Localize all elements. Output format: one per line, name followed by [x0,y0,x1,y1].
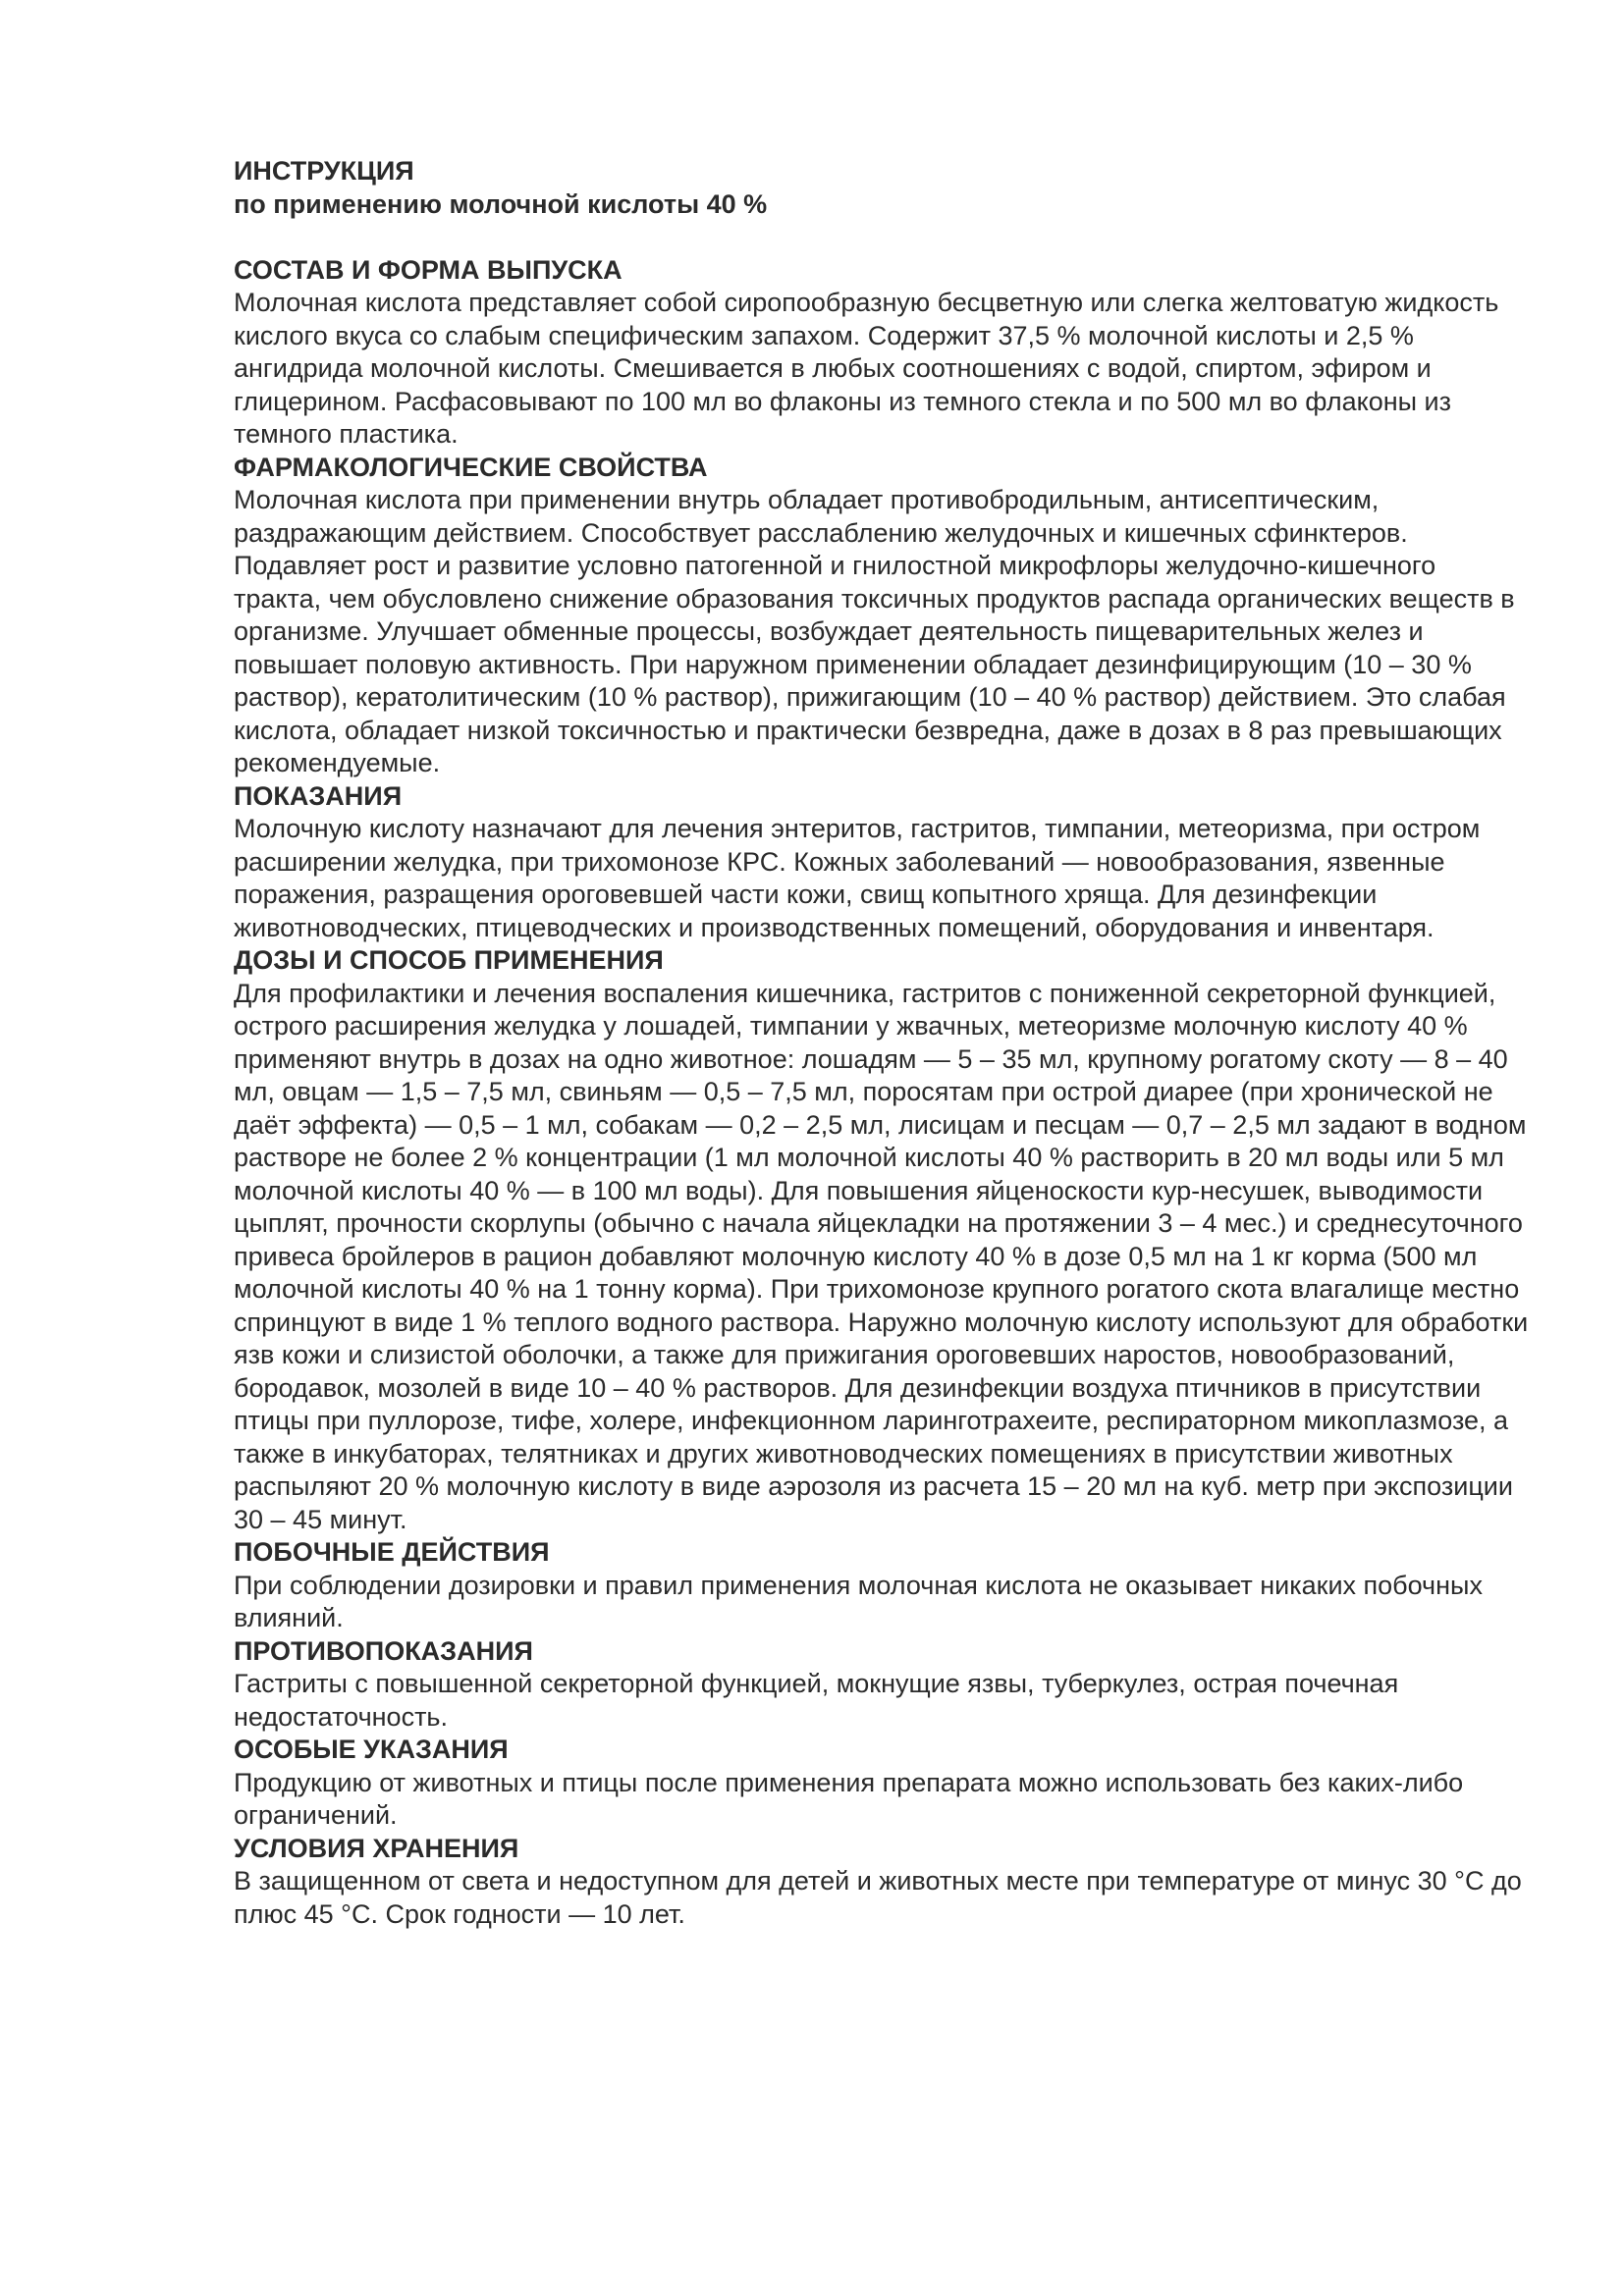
section-heading: ДОЗЫ И СПОСОБ ПРИМЕНЕНИЯ [234,945,664,975]
section-text: Молочная кислота при применении внутрь обладает противобродильным, антисептическим, раздражающим действием. Способствует расслаблению желудочных и кишечных сфинктеров. Подавляет рост и развитие условно патогенной и гнилостной микрофлоры желудочно-кишечного тракта, чем обусловлено снижение образования токсичных продуктов распада органических веществ в организме. Улучшает обменные процессы, возбуждает деятельность пищеварительных желез и повышает половую активность. При наружном применении обладает дезинфицирующим (10 – 30 % раствор), кератолитическим (10 % раствор), прижигающим (10 – 40 % раствор) действием. Это слабая кислота, обладает низкой токсичностью и практически безвредна, даже в дозах в 8 раз превышающих рекомендуемые. [234,485,1515,777]
section-pharmacology [234,452,1530,780]
document-page [234,155,1530,1931]
section-contraindications [234,1635,1530,1735]
section-special-notes [234,1734,1530,1833]
section-heading: ФАРМАКОЛОГИЧЕСКИЕ СВОЙСТВА [234,452,708,482]
section-text: Гастриты с повышенной секреторной функцией, мокнущие язвы, туберкулез, острая почечная недостаточность. [234,1669,1399,1732]
section-heading: ПОБОЧНЫЕ ДЕЙСТВИЯ [234,1537,550,1567]
section-text: В защищенном от света и недоступном для детей и животных месте при температуре от минус 30 °С до плюс 45 °С. Срок годности — 10 лет. [234,1866,1522,1929]
document-subtitle: по применению молочной кислоты 40 % [234,188,768,219]
section-text: Молочную кислоту назначают для лечения энтеритов, гастритов, тимпании, метеоризма, при остром расширении желудка, при трихомонозе КРС. Кожных заболеваний — новообразования, язвенные поражения, разращения ороговевшей части кожи, свищ копытного хряща. Для дезинфекции животноводческих, птицеводческих и производственных помещений, оборудования и инвентаря. [234,814,1481,942]
section-heading: УСЛОВИЯ ХРАНЕНИЯ [234,1833,519,1863]
document-title: ИНСТРУКЦИЯ [234,156,414,186]
section-text: Продукцию от животных и птицы после применения препарата можно использовать без каких-либо ограничений. [234,1767,1464,1830]
section-text: При соблюдении дозировки и правил применения молочная кислота не оказывает никаких побочных влияний. [234,1570,1483,1632]
section-heading: ПРОТИВОПОКАЗАНИЯ [234,1635,533,1666]
section-text: Молочная кислота представляет собой сиропообразную бесцветную или слегка желтоватую жидкость кислого вкуса со слабым специфическим запахом. Содержит 37,5 % молочной кислоты и 2,5 % ангидрида молочной кислоты. Смешивается в любых соотношениях с водой, спиртом, эфиром и глицерином. Расфасовывают по 100 мл во флаконы из темного стекла и по 500 мл во флаконы из темного пластика. [234,288,1499,449]
section-composition [234,254,1530,452]
section-dosage [234,944,1530,1536]
section-heading: СОСТАВ И ФОРМА ВЫПУСКА [234,254,623,285]
section-indications [234,780,1530,945]
section-text: Для профилактики и лечения воспаления кишечника, гастритов с пониженной секреторной функцией, острого расширения желудка у лошадей, тимпании у жвачных, метеоризме молочную кислоту 40 % применяют внутрь в дозах на одно животное: лошадям — 5 – 35 мл, крупному рогатому скоту — 8 – 40 мл, овцам — 1,5 – 7,5 мл, свиньям — 0,5 – 7,5 мл, поросятам при острой диарее (при хронической не даёт эффекта) — 0,5 – 1 мл, собакам — 0,2 – 2,5 мл, лисицам и песцам — 0,7 – 2,5 мл задают в водном растворе не более 2 % концентрации (1 мл молочной кислоты 40 % растворить в 20 мл воды или 5 мл молочной кислоты 40 % — в 100 мл воды). Для повышения яйценоскости кур-несушек, выводимости цыплят, прочности скорлупы (обычно с начала яйцекладки на протяжении 3 – 4 мес.) и среднесуточного привеса бройлеров в рацион добавляют молочную кислоту 40 % в дозе 0,5 мл на 1 кг корма (500 мл молочной кислоты 40 % на 1 тонну корма). При трихомонозе крупного рогатого скота влагалище местно спринцуют в виде 1 % теплого водного раствора. Наружно молочную кислоту используют для обработки язв кожи и слизистой оболочки, а также для прижигания ороговевших наростов, новообразований, бородавок, мозолей в виде 10 – 40 % растворов. Для дезинфекции воздуха птичников в присутствии птицы при пуллорозе, тифе, холере, инфекционном ларинготрахеите, респираторном микоплазмозе, а также в инкубаторах, телятниках и других животноводческих помещениях в присутствии животных распыляют 20 % молочную кислоту в виде аэрозоля из расчета 15 – 20 мл на куб. метр при экспозиции 30 – 45 минут. [234,978,1529,1534]
section-heading: ОСОБЫЕ УКАЗАНИЯ [234,1735,509,1764]
section-storage [234,1833,1530,1932]
section-heading: ПОКАЗАНИЯ [234,780,403,811]
section-side-effects [234,1536,1530,1635]
